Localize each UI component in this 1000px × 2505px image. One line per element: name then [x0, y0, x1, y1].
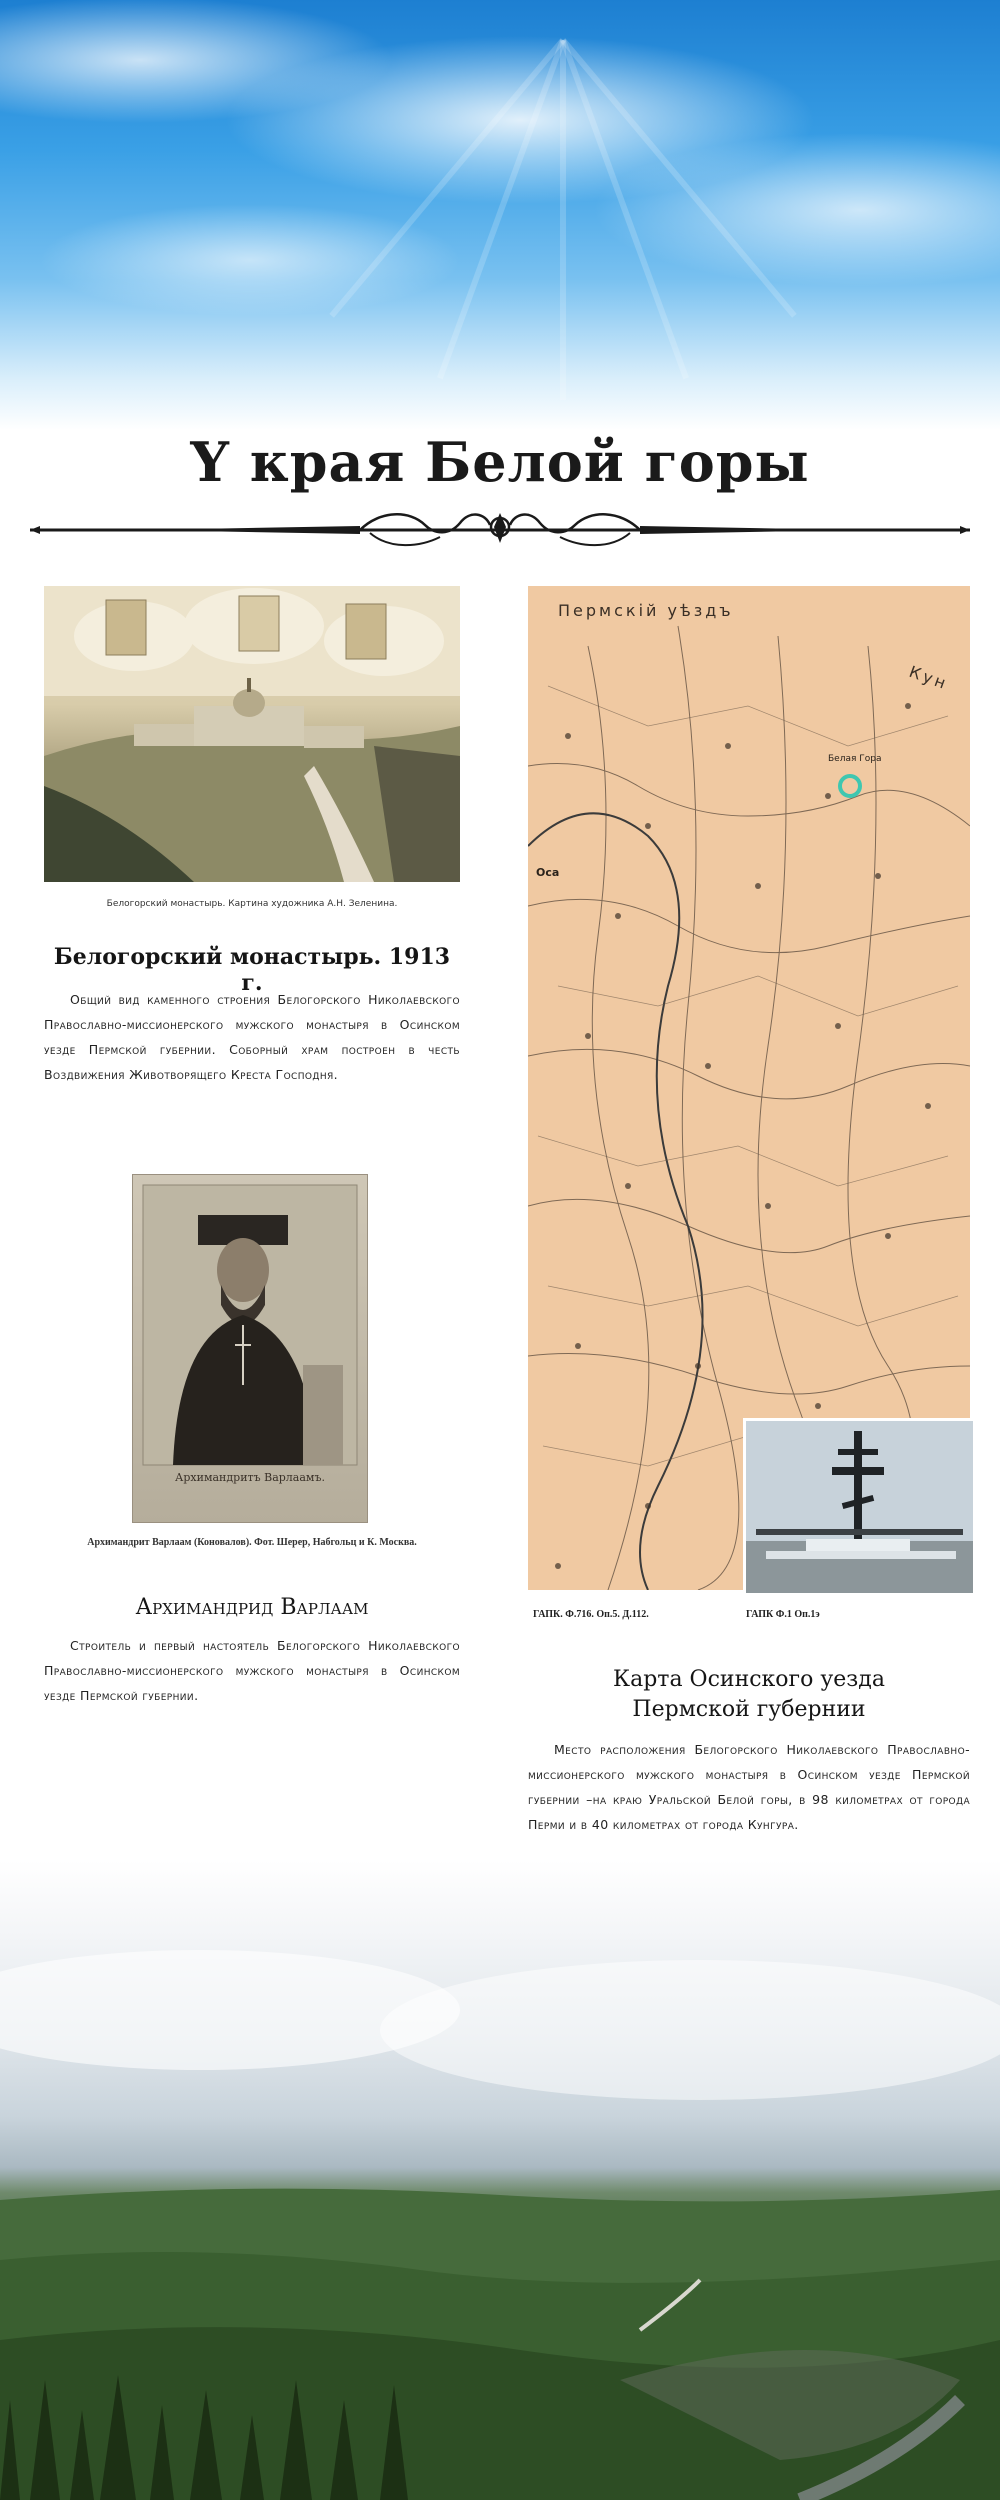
monastery-photo-caption: Белогорский монастырь. Картина художника А.Н. Зеленина. [106, 899, 398, 909]
map-label-uezd: Пермскій уѣздъ [558, 601, 734, 620]
portrait-inscription: Архимандритъ Варлаамъ. [175, 1471, 325, 1484]
varlaam-description: Строитель и первый настоятель Белогорского Николаевского Православно-миссионерского мужского монастыря в Осинском уезде Пермской губернии. [44, 1638, 460, 1703]
ornamental-divider [30, 505, 970, 555]
map-archive-reference: ГАПК. Ф.716. Оп.5. Д.112. [533, 1609, 649, 1620]
monastery-description: Общий вид каменного строения Белогорского Николаевского Православно-миссионерского мужского монастыря в Осинском уезде Пермской губернии. Соборный храм построен в честь Воздвижения Животворящего Креста Господня. [44, 992, 460, 1082]
map-label-corner: Кун [906, 661, 951, 694]
map-heading-line1: Карта Осинского уезда [613, 1667, 885, 1692]
monastery-heading: Белогорский монастырь. 1913 г. [53, 944, 451, 996]
varlaam-heading: Архимандрид Варлаам [135, 1595, 369, 1620]
map-heading-line2: Пермской губернии [632, 1697, 866, 1722]
sky-banner [0, 0, 1000, 430]
monastery-painting [44, 586, 460, 882]
cross-photo [743, 1418, 976, 1596]
photo-archive-reference: ГАПК Ф.1 Оп.1э [746, 1609, 820, 1620]
archimandrite-portrait [133, 1175, 367, 1522]
map-label-town: Оса [536, 866, 560, 879]
landscape-photo [0, 1860, 1000, 2500]
map-label-belaya-gora: Белая Гора [828, 754, 882, 764]
portrait-caption: Архимандрит Варлаам (Коновалов). Фот. Шерер, Набгольц и К. Москва. [87, 1537, 417, 1548]
map-description: Место расположения Белогорского Николаевского Православно-миссионерского мужского монастыря в Осинском уезде Пермской губернии –на краю Уральской Белой горы, в 98 километрах от города Перми и в 40 километрах от города Кунгура. [528, 1742, 970, 1832]
page-title: Ү края Белой горы [190, 430, 810, 494]
